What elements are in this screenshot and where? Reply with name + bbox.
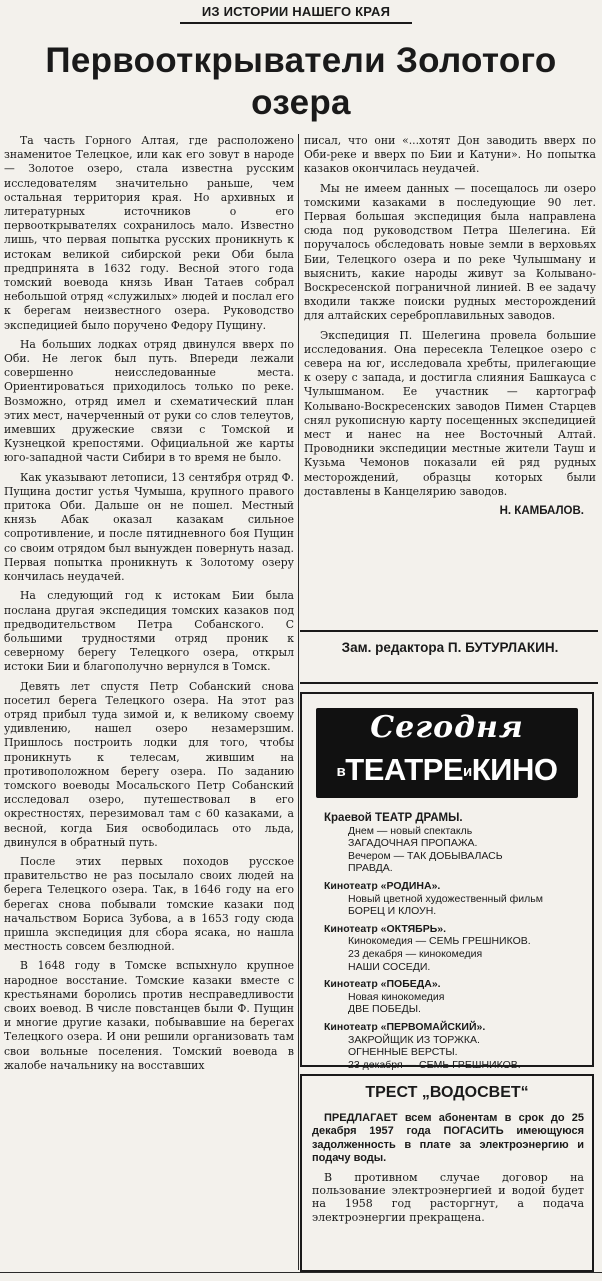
show-line: ДВЕ ПОБЕДЫ. [348,1003,421,1016]
notice-lead: ПРЕДЛАГАЕТ всем абонентам в срок до 25 декабря 1957 года ПОГАСИТЬ имеющуюся задолженность в плате за электроэнергию и подачу воды. [312,1112,584,1165]
headline-line-2: озера [251,83,351,122]
article-column-right [304,134,596,518]
show-line: Днем — новый спектакль [348,824,473,837]
venue-name: Кинотеатр «РОДИНА». [324,879,441,892]
show-line: Новая кинокомедия [348,990,445,1003]
banner-i: и [463,763,472,780]
show-line: ПРАВДА. [348,862,393,875]
article-headline [10,40,592,124]
show-line: 23 декабря — кинокомедия [348,947,483,960]
show-line: ЗАГАДОЧНАЯ ПРОПАЖА. [348,837,478,850]
venue-name: Краевой ТЕАТР ДРАМЫ. [324,812,463,824]
venue-name: Кинотеатр «ПЕРВОМАЙСКИЙ». [324,1020,486,1033]
show-line: Новый цветной художественный фильм [348,892,543,905]
article-paragraph: На следующий год к истокам Бии была послана другая экспедиция томских казаков под предводительством Петра Собанского. С большими трудностями отряд проник к северному берегу Телецкого озера, открыл истоки Бии и благополучно вернулся в Томск. [4,589,294,674]
banner-v: в [336,763,346,780]
show-line: ЗАКРОЙЩИК ИЗ ТОРЖКА. [348,1033,480,1046]
article-paragraph: В 1648 году в Томске вспыхнуло крупное народное восстание. Томские казаки вместе с крестьянами боролись против несправедливости своих воевод. В числе повстанцев были Ф. Пущин и многие другие казаки, побывавшие на берегах Телецкого озера. И они решили организовать там свои вольные поселения. Томский воевода в жалобе начальнику на восставших [4,959,294,1072]
show-line: ОГНЕННЫЕ ВЕРСТЫ. [348,1046,458,1059]
show-listings [324,812,584,1071]
article-paragraph: Та часть Горного Алтая, где расположено знаменитое Телецкое, или как его зовут в народе — Золотое озеро, стала известна русским исследователям значительно раньше, чем остальная территория края. Но архивных и литературных источников о его первооткрывателях сохранилось мало. Известно лишь, что первая попытка русских проникнуть к истокам великой сибирской реки Оби была предпринята в 1632 году. Весной этого года томский воевода князь Иван Татаев собрал небольшой отряд «служилых» людей и послал его к берегам неизвестного озера. Руководство экспедицией было поручено Федору Пущину. [4,134,294,332]
show-line: 23 декабря — СЕМЬ ГРЕШНИКОВ. [348,1058,521,1071]
show-line: Вечером — ТАК ДОБЫВАЛАСЬ [348,849,503,862]
theatre-cinema-ad [300,692,594,1071]
notice-body [312,1112,584,1229]
editor-credit: Зам. редактора П. БУТУРЛАКИН. [341,640,559,655]
article-paragraph: После этих первых походов русское правительство не раз посылало своих людей на берега Телецкого озера. Так, в 1646 году на его берегах снова побывали томские казаки под начальством Бориса Зубова, а в 1653 году сюда пришла экспедиция для сбора ясака, но нашла местность совсем безлюдной. [4,854,294,954]
author-signature: Н. КАМБАЛОВ. [499,505,584,518]
banner-theatre: ТЕАТРЕ [345,752,464,787]
ad-banner [316,708,578,798]
show-line: НАШИ СОСЕДИ. [348,960,431,973]
article-paragraph: писал, что они «...хотят Дон заводить вверх по Оби-реке и вверх по Бии и Катуни». Но попытка казаков окончилась неудачей. [304,134,596,176]
section-rubric: ИЗ ИСТОРИИ НАШЕГО КРАЯ [180,4,412,24]
banner-kino: КИНО [471,752,558,787]
editor-credit-box [300,630,598,684]
banner-today: Сегодня [370,710,524,745]
show-line: Кинокомедия — СЕМЬ ГРЕШНИКОВ. [348,935,531,948]
venue-name: Кинотеатр «ПОБЕДА». [324,978,441,991]
article-paragraph: Мы не имеем данных — посещалось ли озеро томскими казаками в последующие 90 лет. Первая большая экспедиция была направлена сюда под руководством Петра Шелегина. Ей поручалось обследовать новые земли в верховьях Бии, Телецкого озера и по реке Чулышману и выяснить, какие народы живут за Колывано-Воскресенской пограничной линией. В ее задачу входили также поиски рудных месторождений для алтайских сереброплавильных заводов. [304,181,596,323]
venue-name: Кинотеатр «ОКТЯБРЬ». [324,922,447,935]
article-paragraph: На больших лодках отряд двинулся вверх по Оби. Не легок был путь. Впереди лежали совершенно неисследованные места. Ориентироваться приходилось только по реке. Возможно, отряд имел и схематический план этих мест, начерченный от руки со слов телеутов, имевших дружеские связи с Томской и Кузнецкой крепостями. Официальной же карты юго-западной части Сибири в то время не было. [4,337,294,465]
article-paragraph: Экспедиция П. Шелегина провела большие исследования. Она пересекла Телецкое озеро с севера на юг, исследовала хребты, прилегающие к озеру с запада, и достигла слияния Башкауса с Чулышманом. Ее участник — картограф Колывано-Воскресенских заводов Пимен Старцев снял рукописную карту посещенных экспедицией мест и нанес на нее Восточный Алтай. Проводники экспедиции местные жители Тауш и Кузьма Чемонов показали ей ряд рудных месторождений, образцы которых были доставлены в Канцелярию заводов. [304,328,596,498]
vodosvet-notice [300,1074,594,1272]
show-line: БОРЕЦ И КЛОУН. [348,905,437,918]
article-paragraph: Девять лет спустя Петр Собанский снова посетил берега Телецкого озера. На этот раз отряд прибыл туда зимой и, к великому своему удивлению, нашел озеро незамерзшим. Пришлось построить лодки для того, чтобы проникнуть к телесам, жившим на противоположном берегу озера. По заданию томского воеводы Мосальского Петр Собанский исследовал озеро, путешествовал в его окрестностях, перезимовал там с 60 казаками, а весной, когда Бия освободилась ото льда, двинулся в обратный путь. [4,679,294,849]
banner-theatre-cinema [316,752,578,788]
article-paragraph: Как указывают летописи, 13 сентября отряд Ф. Пущина достиг устья Чумыша, крупного правого притока Оби. Дальше он не пошел. Местный князь Абак оказал казакам сильное сопротивление, и после пятидневного боя Пущин со своим отрядом был вынужден повернуть назад. Первая попытка проникнуть к Золотому озеру кончилась неудачей. [4,470,294,584]
notice-text: В противном случае договор на пользование электроэнергией и водой будет на 1958 год расторгнут, а подача электроэнергии прекращена. [312,1170,584,1224]
column-divider [298,134,299,1270]
article-column-left [4,134,294,1078]
notice-title: ТРЕСТ „ВОДОСВЕТ“ [365,1084,529,1101]
headline-line-1: Первооткрыватели Золотого [45,41,557,80]
